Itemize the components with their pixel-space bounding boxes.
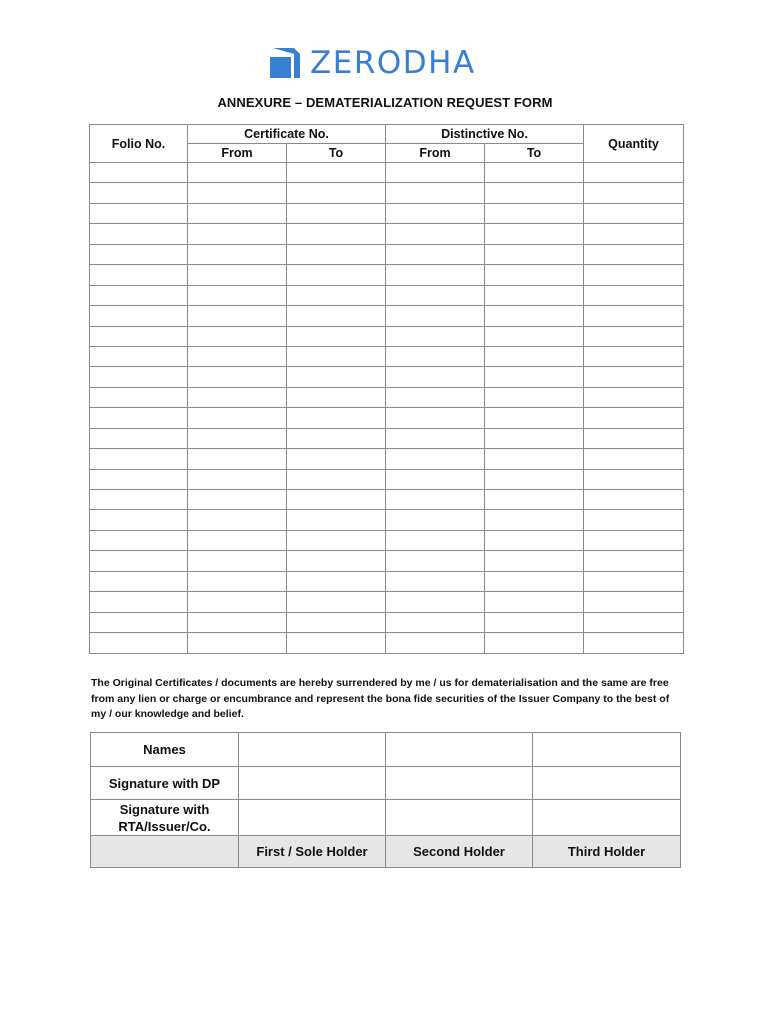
dist-from-cell[interactable] [386,265,485,285]
cert-to-cell[interactable] [287,530,386,550]
folio-cell[interactable] [90,449,188,469]
quantity-cell[interactable] [584,490,684,510]
declaration-text: The Original Certificates / documents are hereby surrendered by me / us for dematerialisation and the same are free from any lien or charge or encumbrance and represent the bona fide securities of the Issuer Company to the best of my / our knowledge and belief. [91,677,670,720]
table-row [90,183,684,203]
cert-from-cell[interactable] [188,551,287,571]
header-folio-no: Folio No. [90,125,188,163]
table-row [90,551,684,571]
cert-from-cell[interactable] [188,510,287,530]
dist-from-cell[interactable] [386,285,485,305]
dist-from-cell[interactable] [386,244,485,264]
dist-to-cell[interactable] [485,551,584,571]
dist-from-cell[interactable] [386,469,485,489]
quantity-cell[interactable] [584,224,684,244]
quantity-cell[interactable] [584,346,684,366]
header-quantity: Quantity [584,125,684,163]
dist-to-cell[interactable] [485,244,584,264]
cert-from-cell[interactable] [188,265,287,285]
dist-to-cell[interactable] [485,367,584,387]
cert-to-cell[interactable] [287,490,386,510]
holders-corner-cell [91,836,239,868]
dist-from-cell[interactable] [386,530,485,550]
cert-to-cell[interactable] [287,306,386,326]
folio-cell[interactable] [90,510,188,530]
quantity-cell[interactable] [584,326,684,346]
dist-to-cell[interactable] [485,510,584,530]
quantity-cell[interactable] [584,449,684,469]
header-distinctive-to: To [485,144,584,163]
header-distinctive-from: From [386,144,485,163]
cert-to-cell[interactable] [287,571,386,591]
cert-to-cell[interactable] [287,265,386,285]
dist-from-cell[interactable] [386,346,485,366]
folio-cell[interactable] [90,633,188,653]
table-row [90,346,684,366]
first-holder-label: First / Sole Holder [239,836,386,868]
quantity-cell[interactable] [584,203,684,223]
table-row [90,612,684,632]
second-holder-label: Second Holder [386,836,533,868]
brand-name: ZERODHA [310,45,476,81]
cert-from-cell[interactable] [188,387,287,407]
signature-table [90,732,681,868]
folio-cell[interactable] [90,346,188,366]
certificates-table-body [90,163,684,654]
cert-from-cell[interactable] [188,490,287,510]
dist-to-cell[interactable] [485,346,584,366]
first-holder-name-cell[interactable] [239,733,386,767]
header-certificate-from: From [188,144,287,163]
table-row [90,265,684,285]
folio-cell[interactable] [90,490,188,510]
zerodha-mark-icon [270,48,300,78]
signature-dp-label: Signature with DP [91,767,239,800]
certificates-table [89,124,684,654]
cert-to-cell[interactable] [287,633,386,653]
third-holder-rta-signature-cell[interactable] [533,800,681,836]
dist-from-cell[interactable] [386,408,485,428]
cert-from-cell[interactable] [188,203,287,223]
dist-to-cell[interactable] [485,326,584,346]
folio-cell[interactable] [90,408,188,428]
folio-cell[interactable] [90,592,188,612]
cert-from-cell[interactable] [188,367,287,387]
quantity-cell[interactable] [584,244,684,264]
dist-from-cell[interactable] [386,633,485,653]
dist-to-cell[interactable] [485,490,584,510]
quantity-cell[interactable] [584,306,684,326]
cert-to-cell[interactable] [287,285,386,305]
cert-to-cell[interactable] [287,224,386,244]
dist-to-cell[interactable] [485,285,584,305]
signature-rta-label: Signature with RTA/Issuer/Co. [91,800,239,836]
table-row [90,449,684,469]
cert-to-cell[interactable] [287,387,386,407]
dist-to-cell[interactable] [485,163,584,183]
dist-to-cell[interactable] [485,428,584,448]
quantity-cell[interactable] [584,510,684,530]
cert-from-cell[interactable] [188,285,287,305]
third-holder-label: Third Holder [533,836,681,868]
table-row [90,387,684,407]
table-row [90,224,684,244]
table-row [90,633,684,653]
table-row [90,306,684,326]
dist-from-cell[interactable] [386,224,485,244]
third-holder-dp-signature-cell[interactable] [533,767,681,800]
dist-to-cell[interactable] [485,469,584,489]
second-holder-rta-signature-cell[interactable] [386,800,533,836]
cert-to-cell[interactable] [287,163,386,183]
cert-from-cell[interactable] [188,530,287,550]
cert-from-cell[interactable] [188,408,287,428]
quantity-cell[interactable] [584,530,684,550]
cert-to-cell[interactable] [287,428,386,448]
folio-cell[interactable] [90,612,188,632]
cert-from-cell[interactable] [188,346,287,366]
folio-cell[interactable] [90,530,188,550]
cert-to-cell[interactable] [287,612,386,632]
dist-to-cell[interactable] [485,203,584,223]
dist-from-cell[interactable] [386,203,485,223]
folio-cell[interactable] [90,224,188,244]
table-row [90,285,684,305]
dist-from-cell[interactable] [386,183,485,203]
cert-to-cell[interactable] [287,592,386,612]
folio-cell[interactable] [90,326,188,346]
quantity-cell[interactable] [584,428,684,448]
header-certificate-to: To [287,144,386,163]
cert-to-cell[interactable] [287,469,386,489]
dist-from-cell[interactable] [386,551,485,571]
table-row [90,326,684,346]
dist-to-cell[interactable] [485,449,584,469]
dist-from-cell[interactable] [386,387,485,407]
cert-from-cell[interactable] [188,306,287,326]
cert-from-cell[interactable] [188,633,287,653]
quantity-cell[interactable] [584,183,684,203]
table-row [90,244,684,264]
cert-to-cell[interactable] [287,326,386,346]
quantity-cell[interactable] [584,367,684,387]
dist-to-cell[interactable] [485,571,584,591]
table-row [90,203,684,223]
quantity-cell[interactable] [584,163,684,183]
cert-from-cell[interactable] [188,224,287,244]
table-row [90,408,684,428]
cert-to-cell[interactable] [287,367,386,387]
table-row [90,469,684,489]
dist-to-cell[interactable] [485,224,584,244]
folio-cell[interactable] [90,571,188,591]
quantity-cell[interactable] [584,408,684,428]
dist-from-cell[interactable] [386,306,485,326]
dist-from-cell[interactable] [386,428,485,448]
cert-to-cell[interactable] [287,510,386,530]
cert-to-cell[interactable] [287,408,386,428]
folio-cell[interactable] [90,428,188,448]
folio-cell[interactable] [90,551,188,571]
quantity-cell[interactable] [584,612,684,632]
cert-to-cell[interactable] [287,183,386,203]
dist-from-cell[interactable] [386,592,485,612]
dist-to-cell[interactable] [485,592,584,612]
header-certificate-no: Certificate No. [188,125,386,144]
second-holder-dp-signature-cell[interactable] [386,767,533,800]
cert-to-cell[interactable] [287,346,386,366]
table-row [90,163,684,183]
first-holder-dp-signature-cell[interactable] [239,767,386,800]
folio-cell[interactable] [90,469,188,489]
table-row [90,367,684,387]
folio-cell[interactable] [90,183,188,203]
table-row [90,490,684,510]
dist-from-cell[interactable] [386,612,485,632]
dist-from-cell[interactable] [386,326,485,346]
cert-from-cell[interactable] [188,592,287,612]
dist-to-cell[interactable] [485,612,584,632]
third-holder-name-cell[interactable] [533,733,681,767]
first-holder-rta-signature-cell[interactable] [239,800,386,836]
header-distinctive-no: Distinctive No. [386,125,584,144]
table-row [90,571,684,591]
cert-from-cell[interactable] [188,612,287,632]
folio-cell[interactable] [90,306,188,326]
quantity-cell[interactable] [584,285,684,305]
cert-to-cell[interactable] [287,449,386,469]
brand-logo [270,46,476,80]
dist-from-cell[interactable] [386,571,485,591]
names-label: Names [91,733,239,767]
quantity-cell[interactable] [584,551,684,571]
dist-to-cell[interactable] [485,408,584,428]
cert-from-cell[interactable] [188,428,287,448]
folio-cell[interactable] [90,163,188,183]
cert-from-cell[interactable] [188,326,287,346]
dist-to-cell[interactable] [485,633,584,653]
folio-cell[interactable] [90,244,188,264]
cert-from-cell[interactable] [188,449,287,469]
dist-from-cell[interactable] [386,367,485,387]
quantity-cell[interactable] [584,265,684,285]
dist-to-cell[interactable] [485,306,584,326]
folio-cell[interactable] [90,285,188,305]
dist-to-cell[interactable] [485,265,584,285]
quantity-cell[interactable] [584,633,684,653]
table-row [90,510,684,530]
table-row [90,530,684,550]
dist-from-cell[interactable] [386,490,485,510]
cert-from-cell[interactable] [188,571,287,591]
quantity-cell[interactable] [584,469,684,489]
cert-to-cell[interactable] [287,244,386,264]
dist-to-cell[interactable] [485,387,584,407]
quantity-cell[interactable] [584,387,684,407]
folio-cell[interactable] [90,387,188,407]
folio-cell[interactable] [90,265,188,285]
cert-from-cell[interactable] [188,244,287,264]
dist-from-cell[interactable] [386,510,485,530]
dist-from-cell[interactable] [386,449,485,469]
table-row [90,428,684,448]
folio-cell[interactable] [90,367,188,387]
dist-to-cell[interactable] [485,183,584,203]
cert-to-cell[interactable] [287,203,386,223]
quantity-cell[interactable] [584,571,684,591]
cert-from-cell[interactable] [188,163,287,183]
cert-from-cell[interactable] [188,183,287,203]
quantity-cell[interactable] [584,592,684,612]
cert-from-cell[interactable] [188,469,287,489]
dist-from-cell[interactable] [386,163,485,183]
dist-to-cell[interactable] [485,530,584,550]
cert-to-cell[interactable] [287,551,386,571]
form-title: ANNEXURE – DEMATERIALIZATION REQUEST FORM [217,95,553,110]
folio-cell[interactable] [90,203,188,223]
table-row [90,592,684,612]
second-holder-name-cell[interactable] [386,733,533,767]
